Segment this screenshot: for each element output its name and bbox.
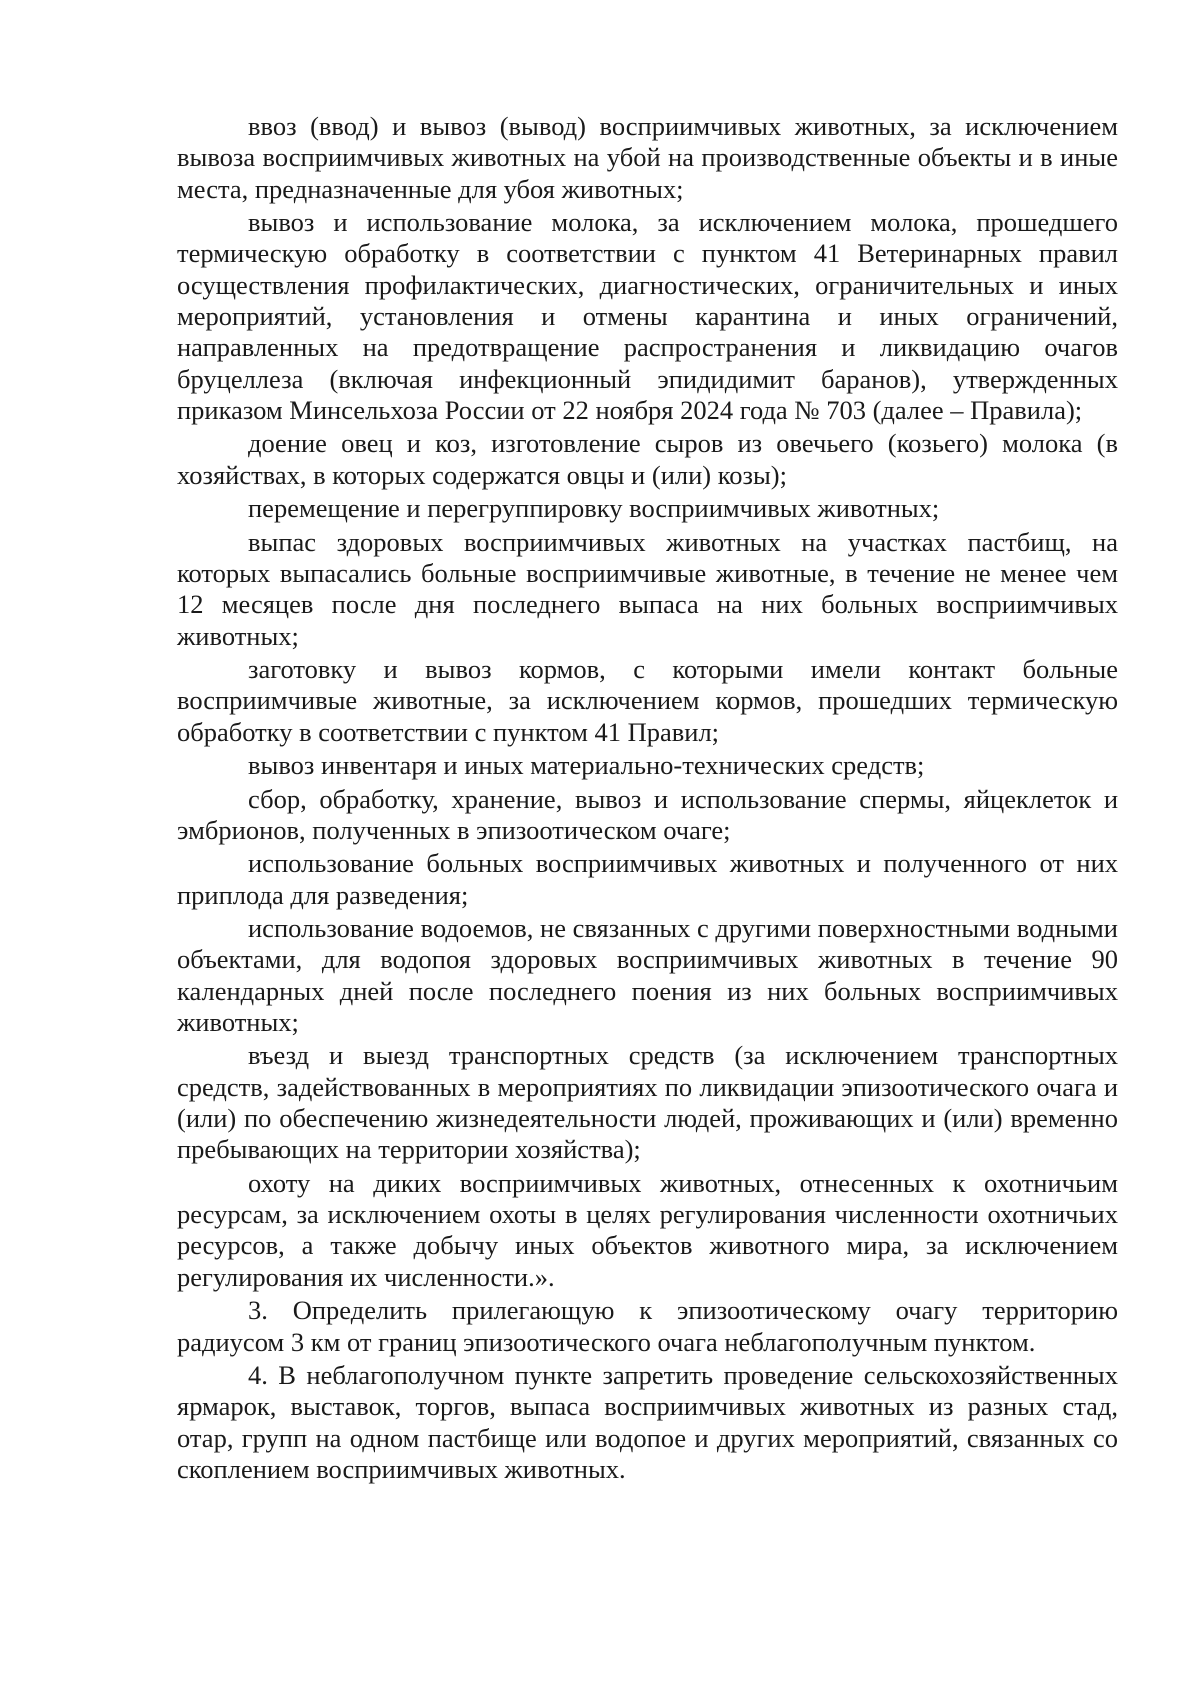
paragraph-feed-ban: заготовку и вывоз кормов, с которыми имели контакт больные восприимчивые животные, за исключением кормов, прошедших термическую обработку в соответствии с пунктом 41 Правил; (177, 653, 1118, 747)
paragraph-milking-ban: доение овец и коз, изготовление сыров из овечьего (козьего) молока (в хозяйствах, в которых содержатся овцы и (или) козы); (177, 428, 1118, 490)
paragraph-milk-ban: вывоз и использование молока, за исключением молока, прошедшего термическую обработку в соответствии с пунктом 41 Ветеринарных правил осуществления профилактических, диагностических, ограничительных и иных мероприятий, установления и отмены карантина и иных ограничений, направленных на предотвращение распространения и ликвидацию очагов бруцеллеза (включая инфекционный эпидидимит баранов), утвержденных приказом Минсельхоза России от 22 ноября 2024 года № 703 (далее – Правила); (177, 207, 1118, 425)
paragraph-grazing-ban: выпас здоровых восприимчивых животных на участках пастбищ, на которых выпасались больные восприимчивые животные, в течение не менее чем 12 месяцев после дня последнего выпаса на них больных восприимчивых животных; (177, 526, 1118, 651)
paragraph-hunting-ban: охоту на диких восприимчивых животных, отнесенных к охотничьим ресурсам, за исключением охоты в целях регулирования численности охотничьих ресурсов, а также добычу иных объектов животного мира, за исключением регулирования их численности.». (177, 1167, 1118, 1292)
paragraph-vehicle-ban: въезд и выезд транспортных средств (за исключением транспортных средств, задействованных в мероприятиях по ликвидации эпизоотического очага и (или) по обеспечению жизнедеятельности людей, проживающих и (или) временно пребывающих на территории хозяйства); (177, 1040, 1118, 1165)
paragraph-regrouping-ban: перемещение и перегруппировку восприимчивых животных; (248, 493, 940, 524)
paragraph-inventory-ban: вывоз инвентаря и иных материально-технических средств; (248, 750, 925, 781)
paragraph-breeding-ban: использование больных восприимчивых животных и полученного от них приплода для разведения; (177, 848, 1118, 910)
paragraph-semen-ban: сбор, обработку, хранение, вывоз и использование спермы, яйцеклеток и эмбрионов, полученных в эпизоотическом очаге; (177, 783, 1118, 845)
document-body (177, 111, 1118, 1487)
paragraph-water-ban: использование водоемов, не связанных с другими поверхностными водными объектами, для водопоя здоровых восприимчивых животных в течение 90 календарных дней после последнего поения из них больных восприимчивых животных; (177, 913, 1118, 1037)
paragraph-import-export-ban: ввоз (ввод) и вывоз (вывод) восприимчивых животных, за исключением вывоза восприимчивых животных на убой на производственные объекты и в иные места, предназначенные для убоя животных; (177, 111, 1118, 204)
paragraph-item-3: 3. Определить прилегающую к эпизоотическому очагу территорию радиусом 3 км от границ эпизоотического очага неблагополучным пунктом. (177, 1295, 1118, 1357)
paragraph-item-4: 4. В неблагополучном пункте запретить проведение сельскохозяйственных ярмарок, выставок, торгов, выпаса восприимчивых животных из разных стад, отар, групп на одном пастбище или водопое и других мероприятий, связанных со скоплением восприимчивых животных. (177, 1360, 1118, 1484)
